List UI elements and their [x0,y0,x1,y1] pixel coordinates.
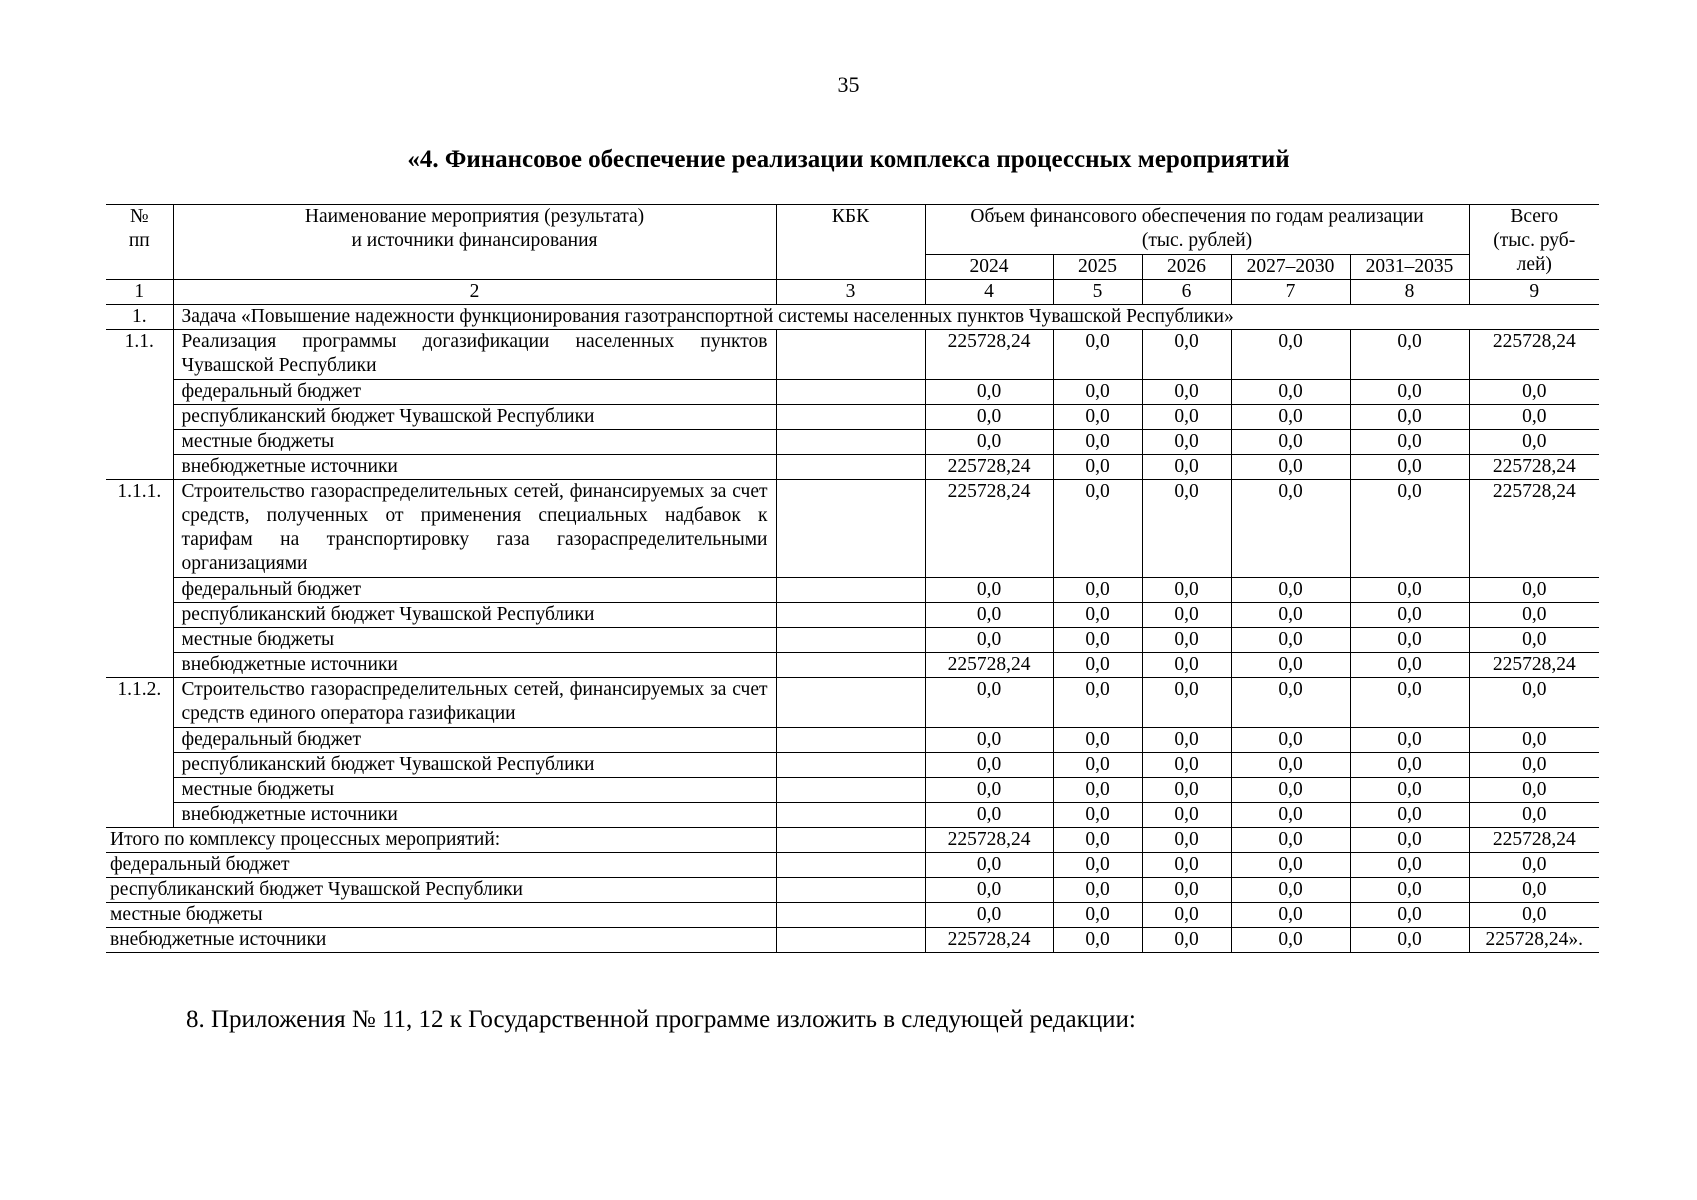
financing-table [106,204,1599,953]
source-name: федеральный бюджет [173,578,776,603]
value-cell: 0,0 [1053,903,1142,928]
measure-row [106,480,1599,578]
value-cell: 0,0 [1231,753,1350,778]
value-cell: 0,0 [1350,878,1469,903]
value-cell: 0,0 [925,878,1053,903]
source-name: республиканский бюджет Чувашской Республики [173,405,776,430]
header-kbk: КБК [776,205,925,280]
value-cell: 225728,24 [1469,828,1599,853]
value-cell: 0,0 [1142,480,1231,578]
task-name: Задача «Повышение надежности функционирования газотранспортной системы населенных пунктов Чувашской Республики» [173,305,1599,330]
value-cell: 0,0 [1053,778,1142,803]
value-cell: 0,0 [1469,853,1599,878]
value-cell: 0,0 [1053,603,1142,628]
value-cell: 0,0 [1231,330,1350,380]
value-cell: 0,0 [925,628,1053,653]
kbk-cell [776,853,925,878]
value-cell: 0,0 [1231,455,1350,480]
value-cell: 0,0 [1053,578,1142,603]
value-cell: 225728,24 [925,480,1053,578]
task-row [106,305,1599,330]
value-cell: 0,0 [925,578,1053,603]
value-cell: 0,0 [925,728,1053,753]
value-cell: 0,0 [1469,903,1599,928]
value-cell: 0,0 [1053,803,1142,828]
value-cell: 0,0 [1231,405,1350,430]
kbk-cell [776,778,925,803]
value-cell: 0,0 [1142,405,1231,430]
source-row [106,753,1599,778]
value-cell: 0,0 [925,903,1053,928]
kbk-cell [776,405,925,430]
value-cell: 0,0 [1231,380,1350,405]
measure-num: 1.1. [106,330,173,480]
value-cell: 0,0 [1469,405,1599,430]
value-cell: 0,0 [925,853,1053,878]
totals-name: Итого по комплексу процессных мероприятий: [106,828,776,853]
totals-source-row [106,853,1599,878]
value-cell: 0,0 [1142,455,1231,480]
value-cell: 225728,24 [1469,330,1599,380]
totals-source-name: республиканский бюджет Чувашской Республики [106,878,776,903]
value-cell: 0,0 [1142,778,1231,803]
kbk-cell [776,828,925,853]
closing-paragraph: 8. Приложения № 11, 12 к Государственной программе изложить в следующей редакции: [186,1006,1136,1033]
value-cell: 0,0 [1469,878,1599,903]
value-cell: 0,0 [1053,455,1142,480]
column-number: 3 [776,280,925,305]
value-cell: 0,0 [925,803,1053,828]
value-cell: 0,0 [1469,778,1599,803]
value-cell: 0,0 [1053,678,1142,728]
value-cell: 0,0 [1053,380,1142,405]
value-cell: 225728,24 [925,653,1053,678]
totals-source-name: внебюджетные источники [106,928,776,953]
header-row [106,205,1599,255]
source-row [106,578,1599,603]
header-year: 2026 [1142,255,1231,280]
value-cell: 0,0 [1142,853,1231,878]
value-cell: 0,0 [925,380,1053,405]
value-cell: 0,0 [1053,480,1142,578]
value-cell: 0,0 [1142,578,1231,603]
value-cell: 0,0 [1142,803,1231,828]
value-cell: 0,0 [1053,430,1142,455]
value-cell: 0,0 [925,753,1053,778]
value-cell: 225728,24 [1469,455,1599,480]
source-row [106,628,1599,653]
value-cell: 0,0 [1053,753,1142,778]
column-number: 2 [173,280,776,305]
value-cell: 0,0 [1053,330,1142,380]
value-cell: 0,0 [1469,578,1599,603]
source-row [106,603,1599,628]
measure-name: Строительство газораспределительных сетей, финансируемых за счет средств единого оператора газификации [173,678,776,728]
source-name: республиканский бюджет Чувашской Республики [173,603,776,628]
value-cell: 0,0 [1469,753,1599,778]
value-cell: 0,0 [925,603,1053,628]
measure-name: Реализация программы догазификации населенных пунктов Чувашской Республики [173,330,776,380]
value-cell: 0,0 [1053,653,1142,678]
value-cell: 0,0 [1350,928,1469,953]
value-cell: 0,0 [1350,405,1469,430]
kbk-cell [776,803,925,828]
value-cell: 0,0 [1231,828,1350,853]
kbk-cell [776,628,925,653]
kbk-cell [776,380,925,405]
kbk-cell [776,330,925,380]
value-cell: 0,0 [1350,678,1469,728]
value-cell: 0,0 [1350,578,1469,603]
source-row [106,380,1599,405]
value-cell: 0,0 [1469,628,1599,653]
source-name: местные бюджеты [173,778,776,803]
source-row [106,405,1599,430]
value-cell: 0,0 [1350,728,1469,753]
kbk-cell [776,878,925,903]
value-cell: 0,0 [1469,728,1599,753]
value-cell: 0,0 [1350,778,1469,803]
page-number: 35 [837,72,860,97]
value-cell: 0,0 [1142,430,1231,455]
measure-row [106,678,1599,728]
header-name: Наименование мероприятия (результата) и источники финансирования [173,205,776,280]
value-cell: 0,0 [1142,903,1231,928]
value-cell: 0,0 [1469,678,1599,728]
value-cell: 0,0 [1231,603,1350,628]
value-cell: 0,0 [1350,603,1469,628]
measure-num: 1.1.1. [106,480,173,678]
value-cell: 0,0 [1350,653,1469,678]
value-cell: 0,0 [1053,878,1142,903]
value-cell: 0,0 [1469,430,1599,455]
value-cell: 0,0 [1231,653,1350,678]
source-name: местные бюджеты [173,430,776,455]
value-cell: 0,0 [1053,405,1142,430]
kbk-cell [776,603,925,628]
header-year: 2031–2035 [1350,255,1469,280]
source-row [106,653,1599,678]
value-cell: 0,0 [1142,653,1231,678]
kbk-cell [776,480,925,578]
value-cell: 225728,24 [925,455,1053,480]
kbk-cell [776,903,925,928]
value-cell: 0,0 [1142,628,1231,653]
value-cell: 0,0 [925,778,1053,803]
kbk-cell [776,578,925,603]
value-cell: 0,0 [1231,903,1350,928]
source-name: федеральный бюджет [173,728,776,753]
value-cell: 0,0 [1231,480,1350,578]
totals-row [106,828,1599,853]
value-cell: 0,0 [1350,628,1469,653]
kbk-cell [776,928,925,953]
value-cell: 0,0 [1231,928,1350,953]
header-num: № пп [106,205,173,280]
column-number: 1 [106,280,173,305]
measure-name: Строительство газораспределительных сетей, финансируемых за счет средств, полученных от применения специальных надбавок к тарифам на транспортировку газа газораспределительными организациями [173,480,776,578]
value-cell: 0,0 [1231,878,1350,903]
source-name: местные бюджеты [173,628,776,653]
source-row [106,728,1599,753]
value-cell: 225728,24 [1469,480,1599,578]
value-cell: 0,0 [1231,853,1350,878]
value-cell: 0,0 [1053,628,1142,653]
value-cell: 0,0 [1142,603,1231,628]
value-cell: 0,0 [1231,578,1350,603]
value-cell: 0,0 [1469,803,1599,828]
value-cell: 0,0 [1350,380,1469,405]
totals-source-row [106,903,1599,928]
value-cell: 0,0 [1142,728,1231,753]
value-cell: 0,0 [1231,678,1350,728]
value-cell: 225728,24 [1469,653,1599,678]
source-name: федеральный бюджет [173,380,776,405]
totals-source-row [106,878,1599,903]
value-cell: 0,0 [1053,853,1142,878]
header-volume: Объем финансового обеспечения по годам реализации (тыс. рублей) [925,205,1469,255]
value-cell: 0,0 [1231,803,1350,828]
column-number: 9 [1469,280,1599,305]
value-cell: 0,0 [1469,603,1599,628]
value-cell: 0,0 [1142,678,1231,728]
column-number: 4 [925,280,1053,305]
measure-num: 1.1.2. [106,678,173,828]
header-total: Всего (тыс. руб- лей) [1469,205,1599,280]
value-cell: 0,0 [1350,430,1469,455]
value-cell: 0,0 [1350,803,1469,828]
column-numbers-row [106,280,1599,305]
value-cell: 0,0 [1231,778,1350,803]
value-cell: 0,0 [1053,928,1142,953]
column-number: 7 [1231,280,1350,305]
value-cell: 225728,24 [925,928,1053,953]
value-cell: 0,0 [925,405,1053,430]
value-cell: 225728,24». [1469,928,1599,953]
value-cell: 0,0 [1142,928,1231,953]
kbk-cell [776,430,925,455]
value-cell: 0,0 [1350,853,1469,878]
kbk-cell [776,653,925,678]
header-year: 2025 [1053,255,1142,280]
value-cell: 0,0 [1142,380,1231,405]
value-cell: 0,0 [1231,728,1350,753]
value-cell: 0,0 [1231,628,1350,653]
value-cell: 0,0 [1142,878,1231,903]
value-cell: 0,0 [1350,903,1469,928]
source-name: внебюджетные источники [173,803,776,828]
value-cell: 0,0 [1469,380,1599,405]
value-cell: 0,0 [1053,828,1142,853]
value-cell: 0,0 [1142,753,1231,778]
value-cell: 0,0 [1231,430,1350,455]
totals-source-row [106,928,1599,953]
source-name: республиканский бюджет Чувашской Республики [173,753,776,778]
value-cell: 225728,24 [925,828,1053,853]
totals-source-name: местные бюджеты [106,903,776,928]
value-cell: 0,0 [1142,330,1231,380]
column-number: 5 [1053,280,1142,305]
kbk-cell [776,455,925,480]
task-num: 1. [106,305,173,330]
source-row [106,455,1599,480]
totals-source-name: федеральный бюджет [106,853,776,878]
source-row [106,803,1599,828]
column-number: 8 [1350,280,1469,305]
kbk-cell [776,678,925,728]
value-cell: 0,0 [1142,828,1231,853]
measure-row [106,330,1599,380]
value-cell: 0,0 [1350,753,1469,778]
source-row [106,430,1599,455]
kbk-cell [776,753,925,778]
source-row [106,778,1599,803]
value-cell: 0,0 [925,430,1053,455]
value-cell: 0,0 [1350,828,1469,853]
section-title: «4. Финансовое обеспечение реализации комплекса процессных мероприятий [407,146,1290,173]
value-cell: 0,0 [1350,455,1469,480]
value-cell: 0,0 [1350,330,1469,380]
source-name: внебюджетные источники [173,653,776,678]
value-cell: 0,0 [1053,728,1142,753]
source-name: внебюджетные источники [173,455,776,480]
header-year: 2027–2030 [1231,255,1350,280]
value-cell: 225728,24 [925,330,1053,380]
value-cell: 0,0 [1350,480,1469,578]
column-number: 6 [1142,280,1231,305]
value-cell: 0,0 [925,678,1053,728]
kbk-cell [776,728,925,753]
header-year: 2024 [925,255,1053,280]
